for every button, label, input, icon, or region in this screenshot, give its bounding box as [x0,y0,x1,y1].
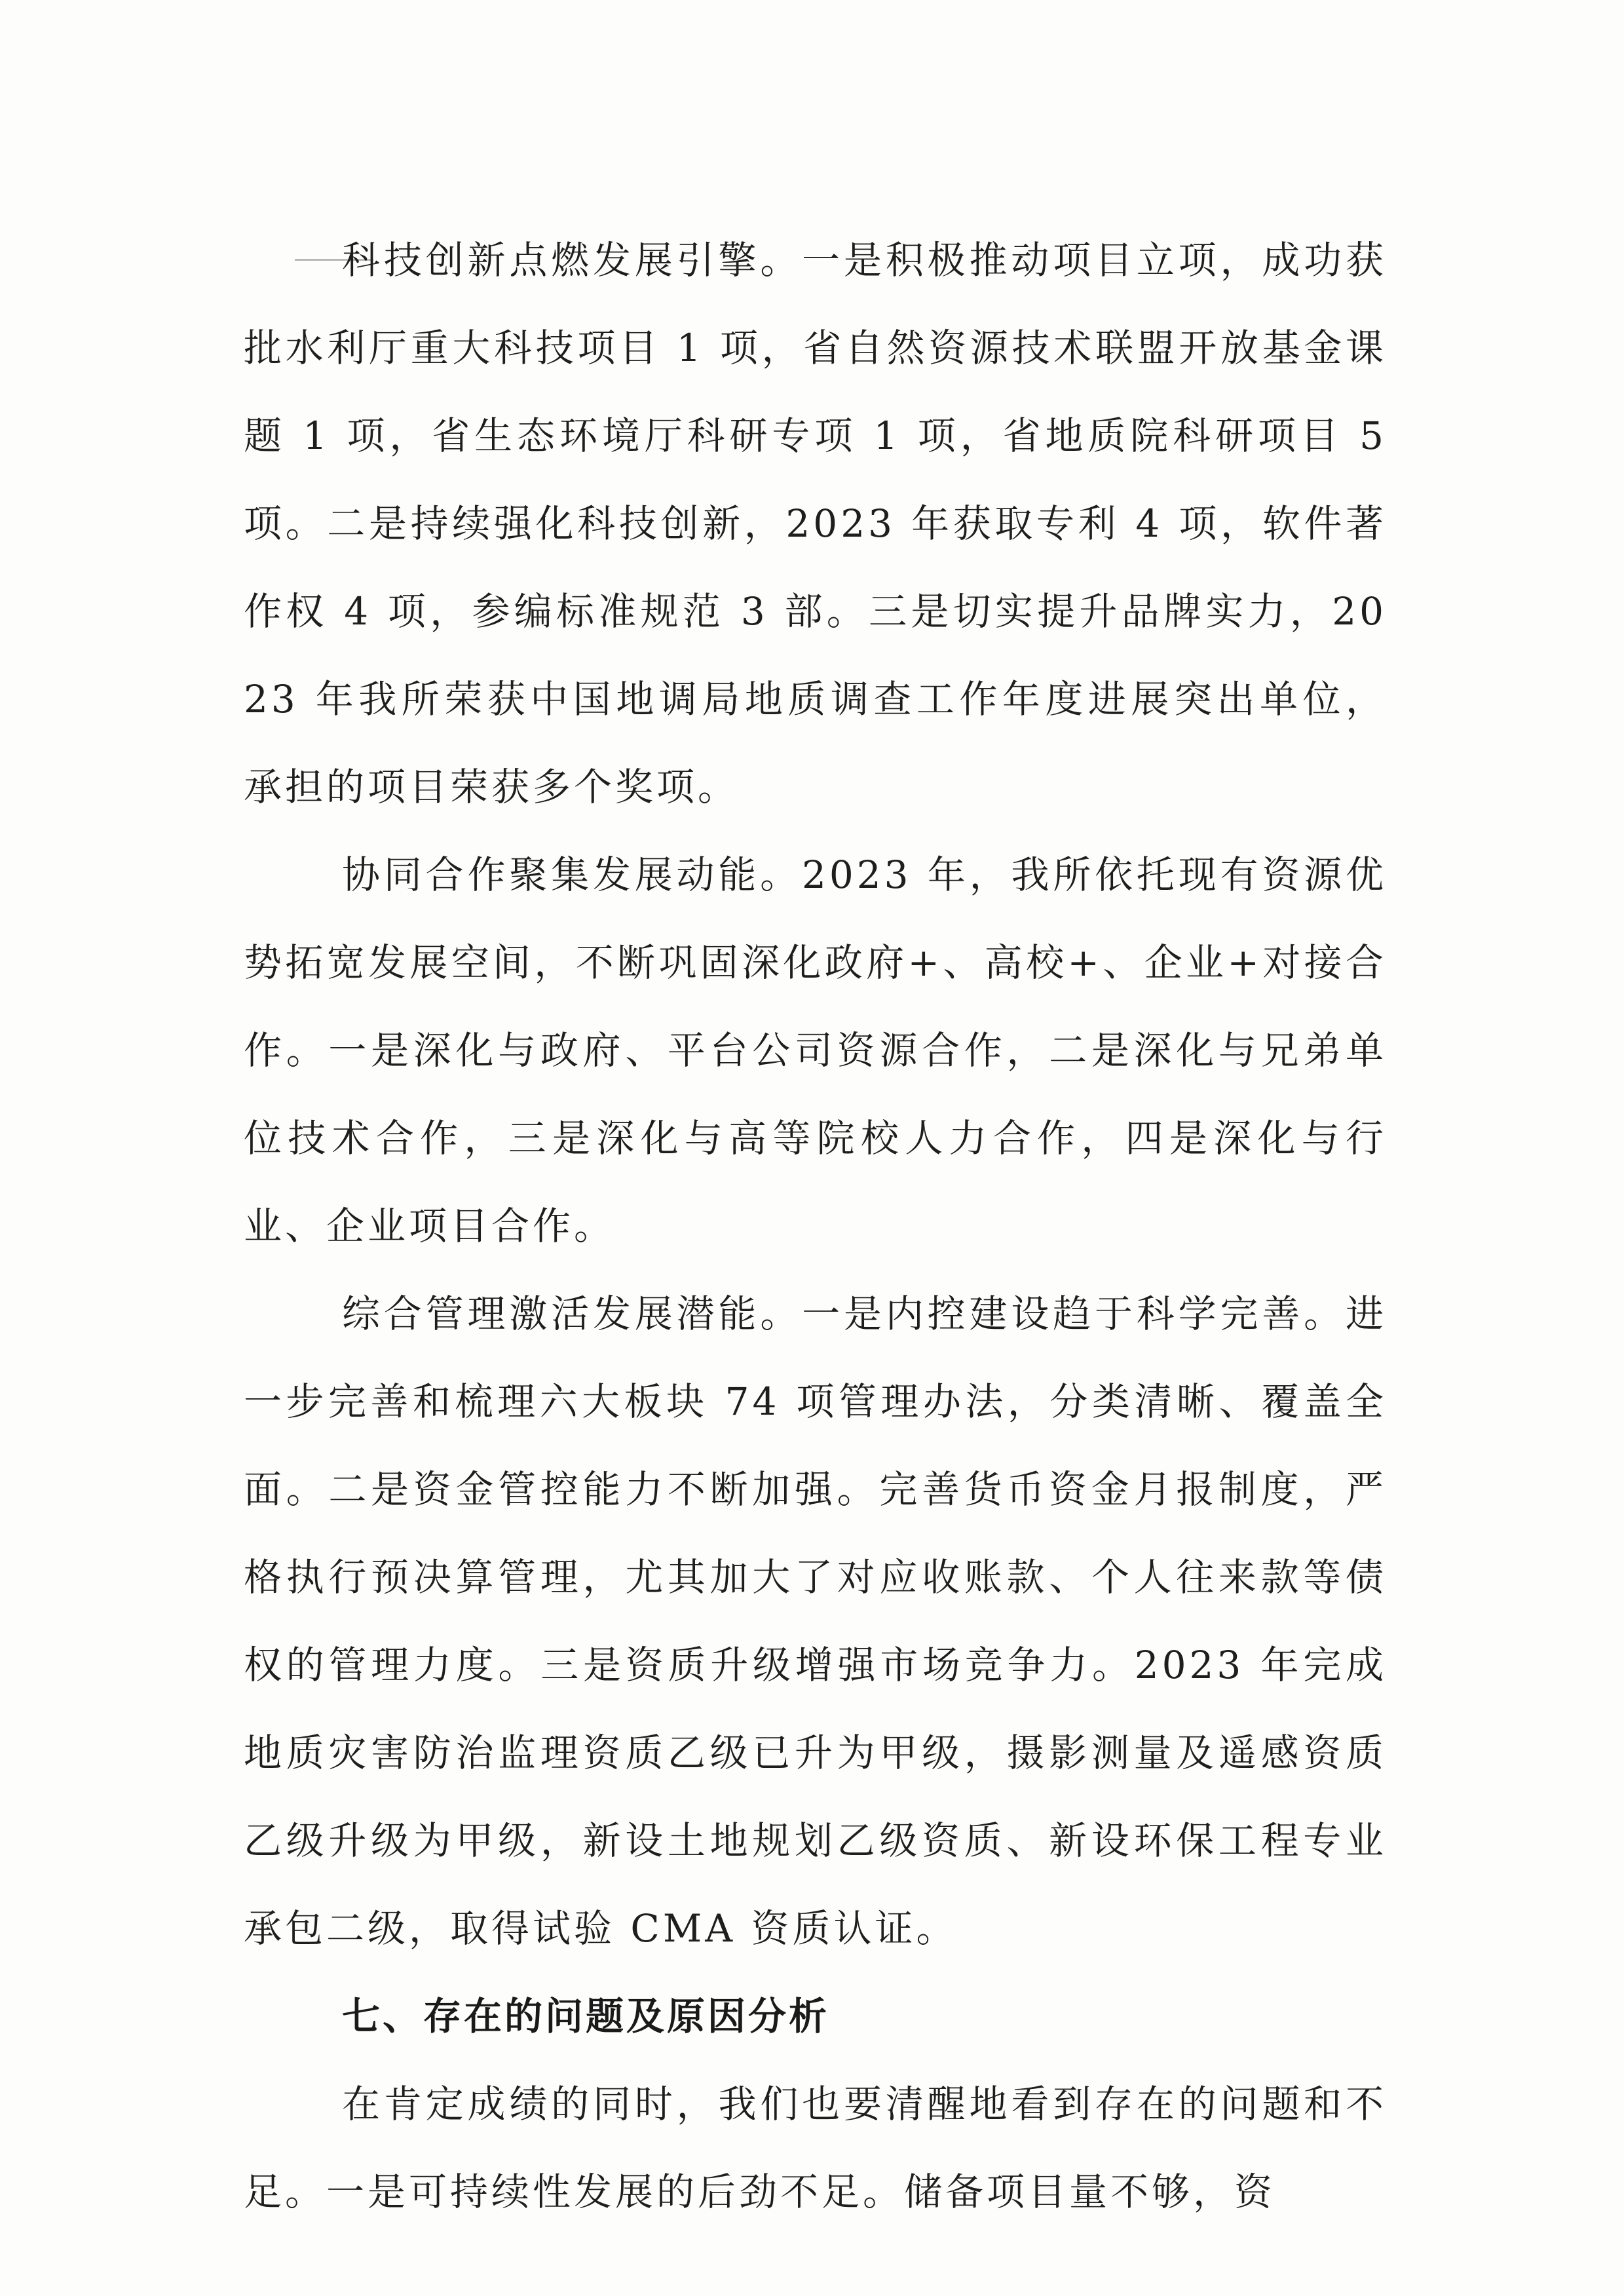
section-heading-problems: 七、存在的问题及原因分析 [342,1994,830,2038]
paragraph-collaboration: 协同合作聚集发展动能。2023 年，我所依托现有资源优势拓宽发展空间，不断巩固深化政府+、高校+、企业+对接合作。一是深化与政府、平台公司资源合作，二是深化与兄弟单位技术合作，三是深化与高等院校人力合作，四是深化与行业、企业项目合作。 [244,852,1387,1248]
paragraph-tech-innovation: 科技创新点燃发展引擎。一是积极推动项目立项，成功获批水利厅重大科技项目 1 项，省自然资源技术联盟开放基金课题 1 项，省生态环境厅科研专项 1 项，省地质院科研项目 5 项。二是持续强化科技创新，2023 年获取专利 4 项，软件著作权 4 项，参编标准规范 3 部。三是切实提升品牌实力，2023 年我所荣获中国地调局地质调查工作年度进展突出单位，承担的项目荣获多个奖项。 [244,238,1387,809]
paragraph-problems: 在肯定成绩的同时，我们也要清醒地看到存在的问题和不足。一是可持续性发展的后劲不足。储备项目量不够，资 [244,2082,1387,2214]
paragraph-management: 综合管理激活发展潜能。一是内控建设趋于科学完善。进一步完善和梳理六大板块 74 项管理办法，分类清晰、覆盖全面。二是资金管控能力不断加强。完善货币资金月报制度，严格执行预决算管理，尤其加大了对应收账款、个人往来款等债权的管理力度。三是资质升级增强市场竞争力。2023 年完成地质灾害防治监理资质乙级已升为甲级，摄影测量及遥感资质乙级升级为甲级，新设土地规划乙级资质、新设环保工程专业承包二级，取得试验 CMA 资质认证。 [244,1292,1387,1951]
document-body [244,216,1387,2236]
